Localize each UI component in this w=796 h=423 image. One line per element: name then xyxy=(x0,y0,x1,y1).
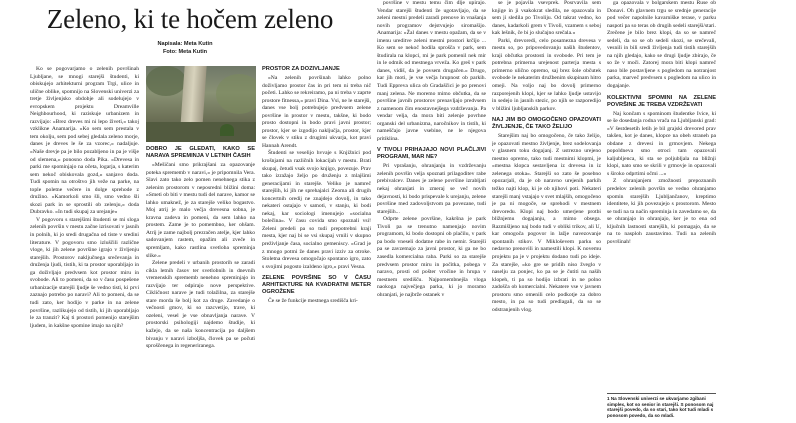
paragraph: Študenti se veselijo hvvaje s Knjižnici pod krošnjami na različnih lokacijah v mestu. Brati skupaj, četudi vsak svojo knjigo, povezuje. Prav tako izražajo željo po druženju z mlajšimi generacijami in starejše. Veliko je namreč starejših, ki jih ne sprehajalci Zeoma ali drugih koncertnih oredij ne znajdejo dovolj, in tako nekateri ostajajo v samoti, v stanju, ki bodi nekaj, kar sociologi imenujejo »socialna bolečina«. V času covida smo spoznali vsi! Zeleni predeli pa so tudi prepotrebni kraji mesta, kjer naj bi se vsi skupaj vrnili v skupno preživljanje časa, socialno gemeniscy. »Grad je z mnogo potmi že danes pravi izziv za otroke. Stoletna drevesa omogočajo spontano igro, zato s svojimi pogosto izaldeno igro,« pravi Vesna. xyxy=(262,150,371,270)
paragraph: Ko se pogovarjamo o zelenih površinah Ljubljane, se mnogi starejši študenti, ki obiskujejo arhitekturni program Trgi, ulice in ulične oblike, spomnijo na Slovenski univerzi za tretje življenjsko obdobje ali sodelujejo v evropskem projektu Dreamville Neighbourhood, ki raziskuje urbanizem in razvijajo: »Brez dreves mi ni lepo živeti,« takoj vzklikne Anamarija. »Ko sem sem prestala v tem okolju, sem pod sebej gledala zeleno morje, danes je dreves le še za vzorec,« nadaljuje. »Naše drevje pa je bilo pozabljeno in pa je višje od slemena,« ponosno doda Pika. »Drevesa in parki me spominjajo na očeta, logarja, s katerim sem nekoč obiskovala gozd,« sanjavo doda. Tudi spomin na otroštvo jih veže na parke, na tople poletne večere in dolge sprehode z družino. »Kamorkoli smo šli, smo vedno šli skozi park in se sprostili ob zelenju,« doda Dubravko. »In tudi skupaj za urejanje« xyxy=(30,66,139,216)
tree-trunk-photo xyxy=(146,66,256,142)
photo-credit: Foto: Meta Kutin xyxy=(162,49,208,55)
paragraph: Starejšim naj bo omogočeno, če tako želijo, je opazovati mestno življenje, brez sodelovanja v glasnem toku dogajanj. Z ustrezno urejeno mestno opremo, tako tudi mestnimi klopmi, je »mestna klopca sestavljena iz drevesa in iz zelenega otoka«. Starejši so zato še posebno opozarjali, da je ob naravno urejenih parkih težko najti klop, ki je ob njihovi poti. Nekateri starejši manj vstajajo v svet mlajših, omogočeno je pa ni mogoče, se sprehodi v mestnem drevoredu. Klopi naj bodo umerjene protbi bližnjemu dogajanju, a mimo obsega. Razmišljeno naj bodo tudi v obliki trikov, ali U, kar omogoča pogovor in lažje navezovanje spontanih stikov. V Mikloševem parku so nedavno prenovili in namestili klopi. K novemu projektu pa je v projektu dodano tudi po ideje. Za starejše, »ko gre se pridih niso žveglo v naselju za ponjec, ko pa se je čutiti na naših klopeh, ti pa so hodijo izbrati in ne polno zadošča ob komercialni. Nekatere vse v javnem prostoru smo omenili celo podkotje za dobro mesto, in pa so tudi predlagali, da so se odstranjenih vlog. xyxy=(492,133,601,313)
paragraph: Z ohranjanjem zmožnosti prepoznanih predelov zelenih površin se vedno ohranjamo spomin starejših Ljubljančanov, kreptimo identitete, ki jih povezujejo s prostorom. Mesto se tudi na ta način spreminja in zavedamo se, da se ohranjajo in ohranjajo, ker je to ena od ključnih lastnosti starejših, ki pomagajo, da se na to nasploh zaustavimo. Tudi na zelenih površinah! xyxy=(607,178,716,245)
column-5 xyxy=(492,0,601,423)
column-4 xyxy=(377,0,486,423)
section-heading: DOBRO JE GLEDATI, KAKO SE NARAVA SPREMINJA V LETNIH ČASIH xyxy=(146,146,255,159)
paragraph: V pogovoru s starejšimi študenti se mi sloga zelenih površin v mestu začne izrisovati v jasnih in polnih, ki jo sredi drugačna od tiste v sredini literature. V pogovoru smo izluščili različne vloge, ki jih zelene površine igrajo v življenju starejših. Prostorov naključnega srečevanja in druženja ljudi, tistih, ki ta prostor uporabljajo in ga doživljajo predvsem kot prostor miru in svobode. Ali to pomeni, da so v času pospešene urbanizacije starejši ljudje še vedno tisti, ki prvi zaznajo potrebo po naravi? Ali to pomeni, da se tudi zato, ker hodijo v parke in na zelene površine, razlikujejo od tistih, ki jih uporabljajo le za tranzit? Kaj ti prostori pomenijo starejšim ljudem, in kakšne spomine imajo na njih? xyxy=(30,216,139,329)
paragraph: ga opazovala v bolgarskem mestu Ruse ob Donavi. Oh glavnem trgu se srednje generacije pod večer napolnile kavarniške terase, v parku naspoti pa so teras ob drugih sedeli starejši/stari. Zrečene je bilo brez klopi, da so se namreč sedeli, da so se ob sedeli skozi, se srečevali, vesnili in bili sredi življenja tudi tistih starejših na njih gledajo, kako se drugi ljudje zbirajo, če so že v moči. Zatorej mora biti klopi namreč naso bile postavljene s pogledom na notranjost parka, marveč predvsem s pogledom na ulico in dogajanje. xyxy=(607,0,716,90)
paragraph: se je pojavila vsevprek. Posrvavila sem knjige in ji vsakokrat sledila, ne opazovala in sem ji sledila po Tivoliju. Od takrat vedno, ko danes, kadarkoli grem v Tivoli, vzamem s seboj kak lešnik, če bi jo slučajno srečala.« xyxy=(492,0,601,37)
column-6 xyxy=(607,0,716,423)
paragraph: Naj končam s spominom študentke Ivice, ki se še dosedanja rodna vrača na Ljubljanski grad: »V šestdesetih letih je bil grajski drevored prav takšen, kot je danes, klopce na obeh straneh pa obdane z drevesi in grmovjem. Nekega popoldneva smo otroci tam opazovali kaljubljenca, ki sta se poljubljala na bližnji klopi, nato smo se skrili v grmovje in opazovali s široko odprtimi očmi ...« xyxy=(607,110,716,177)
paragraph: Če se že funkcije mestnega središča kri- xyxy=(268,298,358,305)
section-heading: KOLEKTIVNI SPOMINI NA ZELENE POVRŠINE JE TREBA VZDRŽEVATI xyxy=(607,94,716,108)
section-heading: ZELENE POVRŠINE SO V ČASU ARHITEKTURE NA KVADRATNI METER OGROŽENE xyxy=(262,275,371,296)
paragraph: Parki, drevoredi, celo posamezna drevesa v mestu so, po pripovedovanju naših študentov, kraji občutka prostosti in svobode. Pri tem je potrebna primerna urejenost parterja mesta s primerno ulično opremo, saj brez šole občutek svobode le nekaterim družbenim skupinam hitro omeji. Na voljo naj bo dovolj primerno razporejenih klopi, kjer se lahko ljudje ustavijo in sedejo in jasnih stezic, po njih se razporedijo v bližini ljubljanskih parkov. xyxy=(492,37,601,112)
section-heading: PROSTOR ZA DOŽIVLJANJE xyxy=(262,66,340,72)
section-heading: NAJ JIM BO OMOGOČENO OPAZOVATI ŽIVLJENJE, ČE TAKO ŽELIJO xyxy=(492,117,601,131)
column-2 xyxy=(146,146,255,423)
byline xyxy=(130,40,240,56)
column-3 xyxy=(262,66,371,423)
footnote: 1 Na Slovenski univerzi se ukvarjamo zgibani simplex, kot so senior in starejši. S ponosom naj starejši povedo, da so stari, tako kot tudi mladi s ponosom povedo, da so mladi. xyxy=(607,393,716,418)
paragraph: Pri vprašanju, ohranjanju in vzdrževanju zelenih površin velja spoznati prilagoditev rabe prebivalcev. Danes je zelene površine izrabljati nekaj ohranjati in zmeraj se več novih dejavnosti, ki bodo prispevale k urejanju, zelene površine med zadovoljstvom pa povezane, tudi starejših... xyxy=(377,163,486,215)
article-title: Zeleno, ki te hočem zeleno xyxy=(46,4,334,34)
section-heading: V TIVOLI PRIHAJAJO NOVI PLAČLJIVI PROGRAMI, MAR NE? xyxy=(377,147,486,161)
paragraph: površine v mestu temu čim dlje upirajo. Vendar starejši študenti že ugotavljajo, da se zeleni mestni predeli zaradi prenove in vnašanja novih programov dejstvujejo siromašijo. Anamarija: »Žal danes v mestu opažam, da se v imenu ureditve zeleni mestni prostori krčijo ... Ko sem se nekoč hodila sprošča v park, sem študirala na klopci, mi je park pomenil nek mir in le odmik od mestnega vrveža. Ko greš v park danes, vidiš, da je povsem drugačen.« Drugo, kar jih moti, je vse večja hrupnost ob parkih. Tudi Eppreva ulica ob Gradaščici je po prenovi manj zelena. Ne moremo mimo občutka, da se površine javnih prostorov prenavljajo predvsem z namenom čim enostavnejšega vzdrževanja. Pa vendar velja, da mora biti zelenje povrhne organski del urbanizma, naročnikov in tistih, ki nameščajo javne vsebine, ne le njegova pritiklina. xyxy=(377,0,486,142)
paragraph: »Na zelenih površinah lahko polno doživljamo prostor čas in pri tem ni treba nič početi. Lahko se rekreiramo, pa ni treba v zaprte prostore fitnessa,« pravi Dina. Vsi, ne le starejši, danes vse bolj potrebujejo predvsem zelene površine in prostor v mestu, takšne, ki bodo prosto dostopni in bodo pravi javni prostor; prostor, kjer se izgodijo naključja, prostor, kjer se človek v stiku z drugimi ukvarja, kot pravi Hannah Arendt. xyxy=(262,75,371,149)
paragraph: Zelene predeli v urbanih prostorih se zaradi cikla letnih časov ter svetlobnih in dnevnih vremenskih sprememb nenehno spreminjajo in razvijajo ter odpirajo nove perspektive. Cikličnost narave je tudi tolažilna, za starejše stare morda še bolj kot za druge. Zavedanje o večnosti gmov, ki so razcvetijo, trave, ki ozeleni, vesel je vse obnavljanja narave. V prostorski psihologiji najdemo študije, ki kažejo, da se naša koncentracija po daljšem bivanju v naravi izboljša, človek pa se počuti sproščenega in regeneriranega. xyxy=(146,260,255,350)
paragraph: Odprte zelene površine, kakršna je park Tivoli pa se trenutno namenjajo novim programom, ki bodo dostopni ob plačilu, v park pa bodo vneseli dodatne rabe in nemir. Starejši pa se zavzemajo za javni prostor, ki ga ne bo zasedla komercialna raba. Parki so za starejše predvsem prostor miru in počitka, pobega v naravo, prosti od pošter vročine in hrupa v mestnem središču. Najpomembnejša vloga naokoga največjega parka, ki jo moramo ohranjati, je najbrže ostanek v xyxy=(377,216,486,298)
author-credit: Napisala: Meta Kutin xyxy=(157,41,213,47)
paragraph: »Mešičani smo prikrajšani za opazovanje poteka sprememb v naravi,« je pripomnila Vera. Slavi zato tako zelo pomen nenehnega stika z zelenim prostorom v neposredni bližini doma: »Smeti ob biti v mestu tudi del narave, kamor se lahko umaknež, je za starejše veliko bogastvo. Moj atrij je malo večja drevesna sobna, je kravna zadeva in pomeni, da sem lahko na prostem. Zame je to pomembno, ker ohšam. Atrij je zame najbolj prezračen atelje, kjer lahko sadovanjem rastem, opažim ali zveče in spremljam, kako rastlina svetloba spreminja slike.« xyxy=(146,162,255,259)
column-1 xyxy=(30,66,139,423)
